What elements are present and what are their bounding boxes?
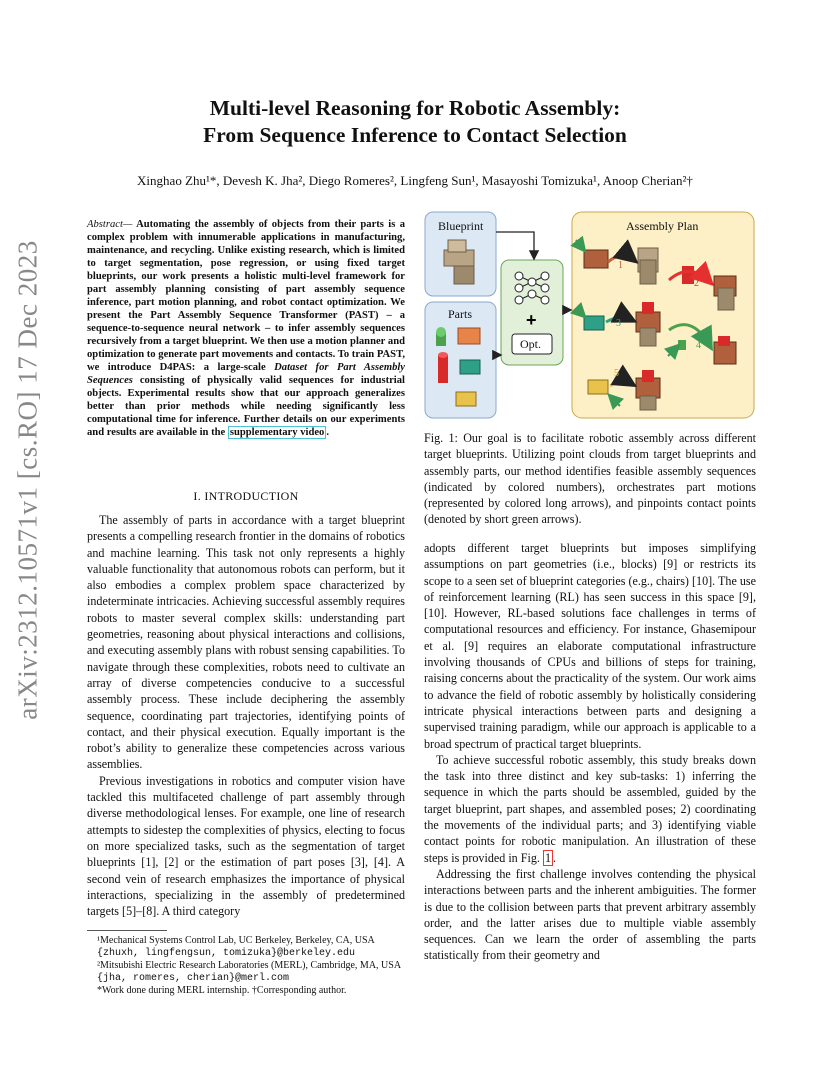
- abstract-text: Automating the assembly of objects from their parts is a complex problem with innumerable applications in manufacturing, maintenance, and recycling. Unlike existing research, which is limited to target segmentation, pose regression, or using fixed target blueprints, our work presents a holistic multi-level framework for part assembly planning consisting of part assembly sequence inference, part motion planning, and robot contact optimization. We present the Part Assembly Sequence Transformer (PAST) – a sequence-to-sequence neural network – to infer assembly sequences recursively from a target blueprint. We then use a motion planner and optimization to generate part movements and contacts. To train PAST, we introduce D4PAS: a large-scale: [87, 219, 405, 373]
- step-number-4: 4: [696, 340, 701, 351]
- footnote: ¹Mechanical Systems Control Lab, UC Berkeley, Berkeley, CA, USA: [97, 935, 375, 946]
- paragraph: [424, 752, 756, 866]
- abstract-label: Abstract—: [87, 219, 133, 230]
- left-column: [87, 512, 405, 919]
- title-line-2: From Sequence Inference to Contact Selection: [203, 123, 627, 147]
- paragraph-text: To achieve successful robotic assembly, this study breaks down the task into three distinct and key sub-tasks: 1) inferring the sequence in which the parts should be assembled, guided by the target blueprint, part shapes, and assembled poses; 2) coordinating the movements of the individual parts; and 3) identifying viable contact points for robotic manipulation. An illustration of these steps is provided in Fig.: [424, 752, 756, 865]
- footnote-rule: [87, 930, 167, 931]
- abstract: [87, 218, 405, 439]
- paragraph: The assembly of parts in accordance with a target blueprint presents a compelling research frontier in the domains of robotics and machine learning. This task not only represents a highly valuable functionality that autonomous robots can perform, but it also embodies a complex problem space characterized by indeterminate intricacies. Achieving successful assembly requires robots to master several complex skills: understanding part geometries, reasoning about physical interactions and collisions, and executing assembly plans with robust sensing capabilities. To navigate through these complexities, robots need to cultivate an array of diverse competencies conducive to a successful assembly process. These include deciphering the assembly sequence, coordinating part trajectories, identifying points of contact, and their physical execution. Equally important is the robot’s ability to generalize these competencies across various assemblies.: [87, 513, 405, 772]
- plus-icon: +: [526, 310, 537, 330]
- arxiv-stamp: [8, 240, 48, 720]
- assembly-plan-label: Assembly Plan: [626, 219, 699, 233]
- footnote: *Work done during MERL internship. †Corresponding author.: [97, 985, 347, 996]
- title-line-1: Multi-level Reasoning for Robotic Assembly:: [209, 96, 621, 120]
- blueprint-label: Blueprint: [438, 219, 484, 233]
- figure-1: [424, 210, 756, 422]
- step-number-5: 5: [614, 368, 619, 379]
- right-column: [424, 540, 756, 964]
- paragraph: Previous investigations in robotics and computer vision have tackled this multifaceted challenge of part assembly through diverse methodological lenses. For example, one line of research attempts to sidestep the complexities of physics, electing to focus on more specialized tasks, such as the segmentation of target blueprints [1], [2] or the estimation of part poses [3], [4]. A second vein of research emphasizes the importance of physical interactions, specializing in the assembly of predetermined targets [5]–[8]. A third category: [87, 773, 405, 919]
- abstract-text-2: consisting of physically valid sequences for industrial objects. Experimental results show that our approach generalizes better than prior methods while needing significantly less computational time for inference. Further details on our experiments and results are available in the: [87, 375, 405, 438]
- paragraph: Addressing the first challenge involves contending the physical interactions between parts and the inherent ambiguities. The former is due to the collision between parts that prevent arbitrary assembly order, and the latter arises due to multiple viable assembly sequences. Can we learn the order of assembling the parts statistically from their geometry and: [424, 866, 756, 963]
- paper-title: [80, 95, 750, 149]
- figure-caption: Fig. 1: Our goal is to facilitate robotic assembly across different target blueprints. Utilizing point clouds from target blueprints and assembly parts, our method identifies feasible assembly sequences (indicated by colored numbers), orchestrates part motions (represented by colored long arrows), and pinpoints contact points (denoted by short green arrows).: [424, 431, 756, 527]
- section-heading: I. INTRODUCTION: [193, 489, 299, 503]
- parts-label: Parts: [448, 307, 472, 321]
- step-number-1: 1: [618, 260, 623, 271]
- figure-1-graphic: [424, 210, 756, 422]
- step-number-3: 3: [616, 318, 621, 329]
- footnote-emails: {jha, romeres, cherian}@merl.com: [97, 972, 290, 984]
- abstract-dataset-name: Dataset for Part Assembly Sequences: [87, 362, 406, 386]
- step-number-2: 2: [694, 278, 699, 289]
- footnotes: [87, 930, 405, 998]
- paragraph-end: .: [552, 850, 557, 865]
- supplementary-video-link[interactable]: supplementary video: [229, 427, 325, 438]
- paragraph: adopts different target blueprints but imposes simplifying assumptions on part geometries (i.e., blocks) [9] or restricts its scope to a seen set of blueprint categories (e.g., chairs) [10]. The use of reinforcement learning (RL) has seen success in this space [9], [10]. However, RL-based solutions face challenges in terms of computational resources and efficiency. For instance, Ghasemipour et al. [9] requires an elaborate computational infrastructure involving thousands of CPUs and billions of steps for training, raising concerns about the practicality of the system. Our work aims to advance the field of robotic assembly by holistically considering intricate physical interactions between parts and designing a supervised training paradigm, while our approach is applicable to a broad spectrum of practical target blueprints.: [424, 541, 756, 751]
- author-list: Xinghao Zhu¹*, Devesh K. Jha², Diego Romeres², Lingfeng Sun¹, Masayoshi Tomizuka¹, Anoop Cherian²†: [137, 173, 693, 188]
- figure-reference-link[interactable]: 1: [544, 850, 551, 865]
- abstract-end: .: [326, 427, 329, 438]
- footnote-emails: {zhuxh, lingfengsun, tomizuka}@berkeley.edu: [97, 947, 356, 959]
- opt-label: Opt.: [520, 337, 541, 351]
- footnote: ²Mitsubishi Electric Research Laboratories (MERL), Cambridge, MA, USA: [97, 960, 402, 971]
- arxiv-id: arXiv:2312.10571v1 [cs.RO] 17 Dec 2023: [12, 240, 43, 720]
